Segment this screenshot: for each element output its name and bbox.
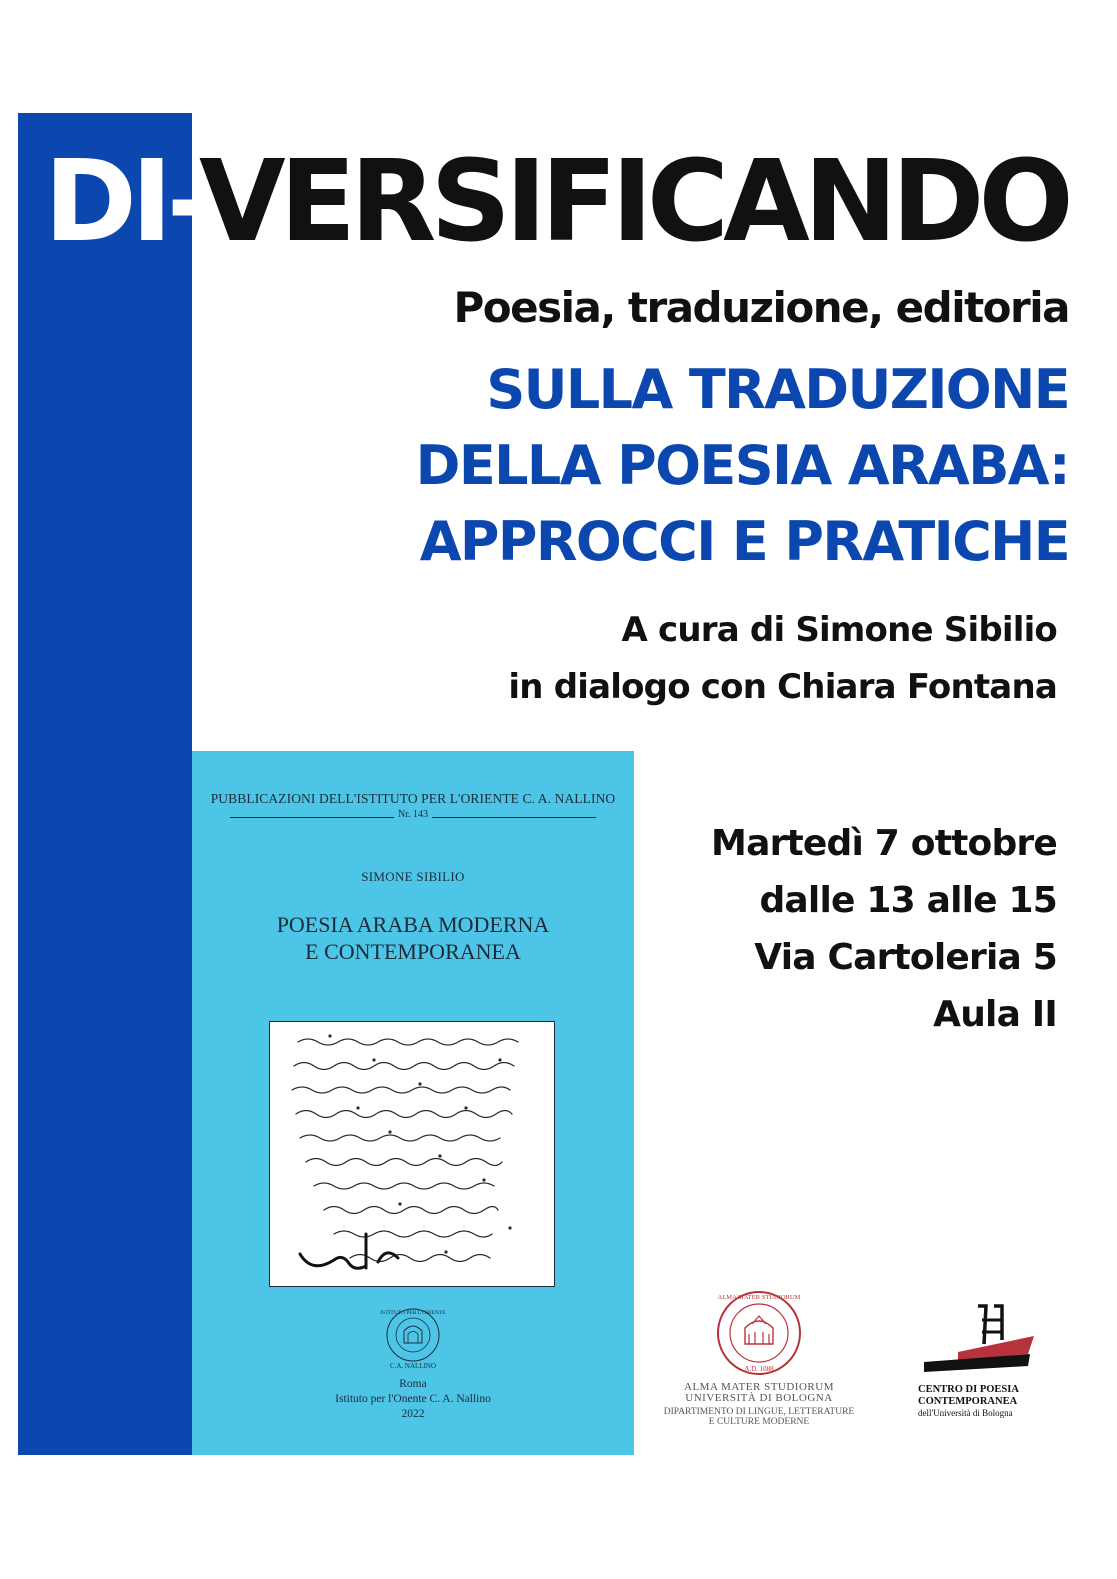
event-details bbox=[711, 815, 1057, 1043]
nallino-seal-icon bbox=[378, 1305, 448, 1371]
unibo-name-line-2: UNIVERSITÀ DI BOLOGNA bbox=[685, 1392, 833, 1404]
unibo-dept-line-2: E CULTURE MODERNE bbox=[708, 1417, 810, 1427]
series-title bbox=[44, 137, 1068, 267]
cpc-line-1: CENTRO DI POESIA bbox=[918, 1384, 1019, 1395]
book-number-text: Nr. 143 bbox=[394, 809, 432, 820]
book-cover bbox=[192, 751, 634, 1455]
event-headline bbox=[416, 352, 1069, 580]
credits bbox=[508, 602, 1057, 716]
curator-line: A cura di Simone Sibilio bbox=[621, 610, 1057, 650]
event-date: Martedì 7 ottobre bbox=[711, 823, 1057, 864]
book-number bbox=[192, 809, 634, 820]
arabic-calligraphy-image bbox=[269, 1021, 555, 1287]
calligraphy-drawing bbox=[270, 1022, 554, 1286]
cpc-line-2: CONTEMPORANEA bbox=[918, 1396, 1018, 1407]
blue-side-band bbox=[18, 113, 192, 1455]
unibo-logo bbox=[648, 1290, 870, 1427]
unibo-seal-arc-text: ALMA MATER STUDIORUM bbox=[717, 1294, 801, 1301]
cpc-emblem-icon bbox=[918, 1300, 1036, 1380]
headline-line-1: SULLA TRADUZIONE bbox=[486, 358, 1069, 421]
event-address: Via Cartoleria 5 bbox=[754, 937, 1057, 978]
cpc-logo bbox=[918, 1300, 1058, 1419]
series-subtitle: Poesia, traduzione, editoria bbox=[453, 283, 1069, 332]
cpc-text bbox=[918, 1384, 1058, 1419]
event-room: Aula II bbox=[933, 994, 1057, 1035]
seal-arc-text: ISTITUTO PER L'ORIENTE bbox=[380, 1310, 446, 1316]
series-title-suffix: VERSIFICANDO bbox=[198, 137, 1068, 267]
imprint-year: 2022 bbox=[401, 1408, 425, 1420]
book-author: SIMONE SIBILIO bbox=[361, 869, 465, 884]
headline-line-2: DELLA POESIA ARABA: bbox=[415, 434, 1069, 497]
unibo-seal-icon bbox=[716, 1290, 802, 1376]
event-time: dalle 13 alle 15 bbox=[759, 880, 1057, 921]
book-series: PUBBLICAZIONI DELL'ISTITUTO PER L'ORIENTE C. A. NALLINO bbox=[210, 791, 616, 806]
dialogue-line: in dialogo con Chiara Fontana bbox=[508, 667, 1057, 707]
book-title-line-2: E CONTEMPORANEA bbox=[305, 939, 521, 964]
headline-line-3: APPROCCI E PRATICHE bbox=[419, 510, 1069, 573]
seal-caption: C.A. NALLINO bbox=[389, 1362, 437, 1370]
book-title-line-1: POESIA ARABA MODERNA bbox=[276, 912, 550, 937]
unibo-seal-year: A.D. 1088 bbox=[744, 1365, 774, 1373]
imprint-publisher: Istituto per l'Onente C. A. Nallino bbox=[335, 1393, 491, 1405]
cpc-line-3: dell'Università di Bologna bbox=[918, 1408, 1013, 1418]
unibo-dept-line-1: DIPARTIMENTO DI LINGUE, LETTERATURE bbox=[663, 1407, 855, 1417]
unibo-name-line-1: ALMA MATER STUDIORUM bbox=[684, 1381, 834, 1393]
book-title bbox=[192, 911, 634, 965]
imprint-city: Roma bbox=[399, 1378, 427, 1390]
unibo-text bbox=[648, 1382, 870, 1427]
series-title-prefix: DI- bbox=[44, 137, 199, 267]
book-imprint bbox=[192, 1377, 634, 1422]
